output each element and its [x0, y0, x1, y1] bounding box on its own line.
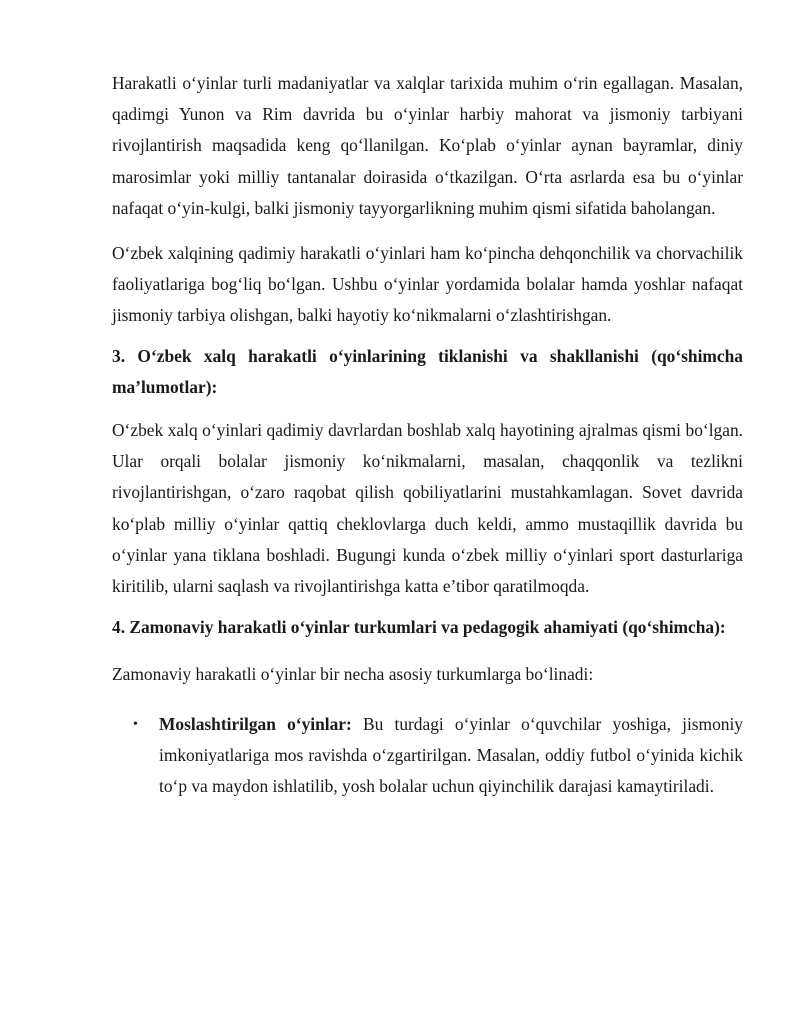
paragraph-history: Harakatli o‘yinlar turli madaniyatlar va xalqlar tarixida muhim o‘rin egallagan. Masalan, qadimgi Yunon va Rim davrida bu o‘yinlar harbiy mahorat va jismoniy tarbiyani rivojlantirish maqsadida keng qo‘llanilgan. Ko‘plab o‘yinlar aynan bayramlar, diniy marosimlar yoki milliy tantanalar doirasida o‘tkazilgan. O‘rta asrlarda esa bu o‘yinlar nafaqat o‘yin-kulgi, balki jismoniy tayyorgarlikning muhim qismi sifatida baholangan. — [112, 73, 743, 218]
paragraph-revival: O‘zbek xalq o‘yinlari qadimiy davrlardan boshlab xalq hayotining ajralmas qismi bo‘lgan. Ular orqali bolalar jismoniy ko‘nikmalarni, masalan, chaqqonlik va tezlikni rivojlantirishgan, o‘zaro raqobat qilish qobiliyatlarini mustahkamlagan. Sovet davrida ko‘plab milliy o‘yinlar qattiq cheklovlarga duch keldi, ammo mustaqillik davrida bu o‘yinlar yana tiklana boshladi. Bugungi kunda o‘zbek milliy o‘yinlari sport dasturlariga kiritilib, ularni saqlash va rivojlantirishga katta e’tibor qaratilmoqda. — [112, 420, 743, 597]
section-heading-3: 3. O‘zbek xalq harakatli o‘yinlarining tiklanishi va shakllanishi (qo‘shimcha ma’lumotlar): — [112, 345, 743, 397]
paragraph-categories-intro: Zamonaviy harakatli o‘yinlar bir necha asosiy turkumlarga bo‘linadi: — [112, 664, 594, 685]
bullet-icon: • — [133, 716, 138, 732]
list-item-text: Bu turdagi o‘yinlar o‘quvchilar yoshiga, jismoniy imkoniyatlariga mos ravishda o‘zgartirilgan. Masalan, oddiy futbol o‘yinida kichik to‘p va maydon ishlatilib, yosh bolalar uchun qiyinchilik darajasi kamaytiriladi. — [159, 713, 743, 797]
paragraph-uzbek-games: O‘zbek xalqining qadimiy harakatli o‘yinlari ham ko‘pincha dehqonchilik va chorvachilik faoliyatlariga bog‘liq bo‘lgan. Ushbu o‘yinlar yordamida bolalar hamda yoshlar nafaqat jismoniy tarbiya olishgan, balki hayotiy ko‘nikmalarni o‘zlashtirishgan. — [112, 243, 743, 326]
section-heading-4: 4. Zamonaviy harakatli o‘yinlar turkumlari va pedagogik ahamiyati (qo‘shimcha): — [112, 617, 726, 638]
category-list — [112, 709, 743, 803]
document-page — [112, 68, 743, 802]
list-item — [112, 709, 743, 803]
list-item-term: Moslashtirilgan o‘yinlar: — [159, 713, 352, 734]
